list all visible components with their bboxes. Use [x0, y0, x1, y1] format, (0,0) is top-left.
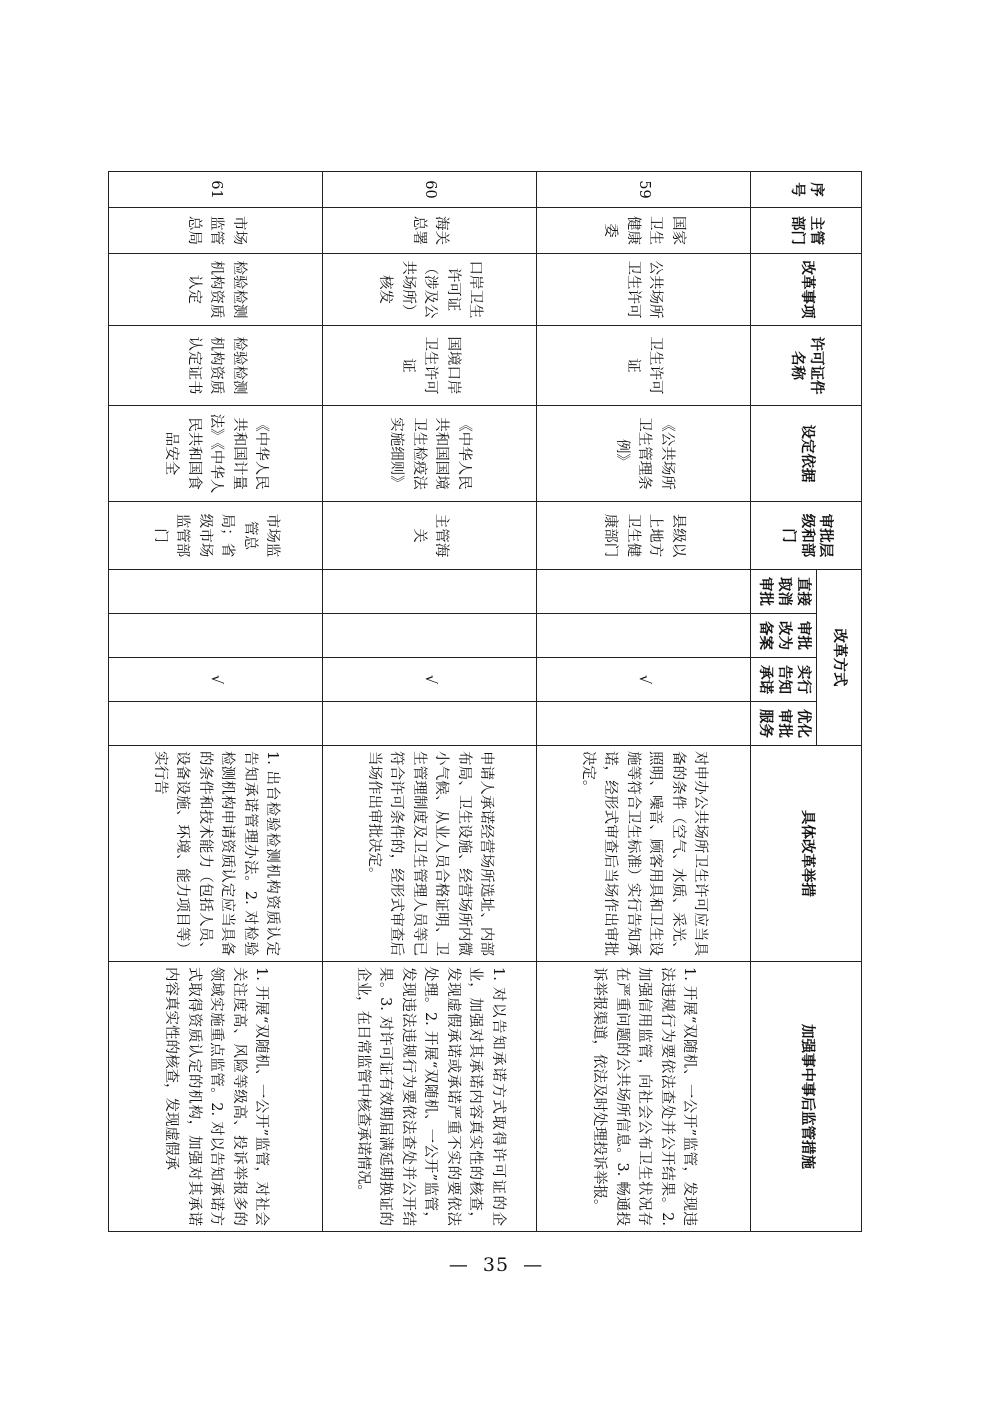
cell-reform-notify-check: √	[109, 658, 323, 702]
cell-level: 市场监管总局；省级市场监管部门	[109, 502, 323, 570]
cell-dept: 海关总署	[323, 208, 537, 254]
cell-supervision: 1. 对以告知承诺方式取得许可证的企业，加强对其承诺内容真实性的核查，发现虚假承诺或承诺严重不实的要依法处理。2. 开展“双随机、一公开”监管，发现违法违规行为要依法查处并公开结果。3. 对许可证有效期届满延期换证的企业，在日常监管中核查承诺情况。	[323, 962, 537, 1232]
cell-license: 卫生许可证	[537, 326, 751, 406]
cell-reform-optimize	[323, 702, 537, 746]
cell-reform-filing	[323, 614, 537, 658]
page-dash-right: —	[523, 1254, 544, 1276]
cell-reform-filing	[109, 614, 323, 658]
cell-reform-notify-check: √	[323, 658, 537, 702]
cell-measures: 对申办公共场所卫生许可应当具备的条件（空气、水质、采光、照明、噪音、顾客用具和卫生设施等符合卫生标准）实行告知承诺，经形式审查后当场作出审批决定。	[537, 746, 751, 962]
cell-dept: 国家卫生健康委	[537, 208, 751, 254]
cell-reform-cancel	[109, 570, 323, 614]
cell-reform-cancel	[537, 570, 751, 614]
cell-level: 主管海关	[323, 502, 537, 570]
header-item: 改革事项	[751, 254, 862, 326]
cell-supervision: 1. 开展“双随机、一公开”监管，发现违法违规行为要依法查处并公开结果。2. 加强信用监管，向社会公布卫生状况存在严重问题的公共场所信息。3. 畅通投诉举报渠道，依法及时处理投诉举报。	[537, 962, 751, 1232]
page-number-value: 35	[482, 1254, 510, 1276]
header-seq: 序号	[751, 172, 862, 208]
cell-seq: 59	[537, 172, 751, 208]
table-row	[109, 172, 323, 1232]
header-reform-cancel: 直接取消审批	[751, 570, 817, 614]
cell-license: 检验检测机构资质认定证书	[109, 326, 323, 406]
cell-reform-filing	[537, 614, 751, 658]
cell-seq: 60	[323, 172, 537, 208]
cell-level: 县级以上地方卫生健康部门	[537, 502, 751, 570]
page-number	[0, 1254, 992, 1276]
cell-item: 口岸卫生许可证（涉及公共场所）核发	[323, 254, 537, 326]
header-dept: 主管部门	[751, 208, 862, 254]
reform-items-table	[108, 171, 862, 1232]
cell-item: 公共场所卫生许可	[537, 254, 751, 326]
cell-dept: 市场监管总局	[109, 208, 323, 254]
cell-license: 国境口岸卫生许可证	[323, 326, 537, 406]
header-reform-filing: 审批改为备案	[751, 614, 817, 658]
cell-item: 检验检测机构资质认定	[109, 254, 323, 326]
header-level: 审批层级和部门	[751, 502, 862, 570]
header-measures: 具体改革举措	[751, 746, 862, 962]
cell-measures: 1. 出台检验检测机构资质认定告知承诺管理办法。2. 对检验检测机构申请资质认定应当具备的条件和技术能力（包括人员、设备设施、环境、能力项目等）实行告	[109, 746, 323, 962]
cell-measures: 申请人承诺经营场所选址、内部布局、卫生设施、经营场所内微小气候、从业人员合格证明、卫生管理制度及卫生管理人员等已符合许可条件的，经形式审查后当场作出审批决定。	[323, 746, 537, 962]
cell-basis: 《公共场所卫生管理条例》	[537, 406, 751, 502]
header-basis: 设定依据	[751, 406, 862, 502]
header-supervision: 加强事中事后监管措施	[751, 962, 862, 1232]
cell-reform-notify-check: √	[537, 658, 751, 702]
cell-basis: 《中华人民共和国计量法》《中华人民共和国食品安全	[109, 406, 323, 502]
table-row	[323, 172, 537, 1232]
header-reform-notify: 实行告知承诺	[751, 658, 817, 702]
cell-supervision: 1. 开展“双随机、一公开”监管，对社会关注度高、风险等级高、投诉举报多的领域实施重点监管。2. 对以告知承诺方式取得资质认定的机构，加强对其承诺内容真实性的核查，发现虚假承	[109, 962, 323, 1232]
page-dash-left: —	[448, 1254, 469, 1276]
cell-reform-optimize	[537, 702, 751, 746]
header-reform-group: 改革方式	[817, 570, 862, 746]
cell-reform-cancel	[323, 570, 537, 614]
header-license: 许可证件名称	[751, 326, 862, 406]
header-row	[817, 172, 862, 1232]
header-reform-optimize: 优化审批服务	[751, 702, 817, 746]
rotated-table-frame	[128, 171, 862, 1231]
cell-basis: 《中华人民共和国国境卫生检疫法实施细则》	[323, 406, 537, 502]
table-row	[537, 172, 751, 1232]
cell-seq: 61	[109, 172, 323, 208]
cell-reform-optimize	[109, 702, 323, 746]
